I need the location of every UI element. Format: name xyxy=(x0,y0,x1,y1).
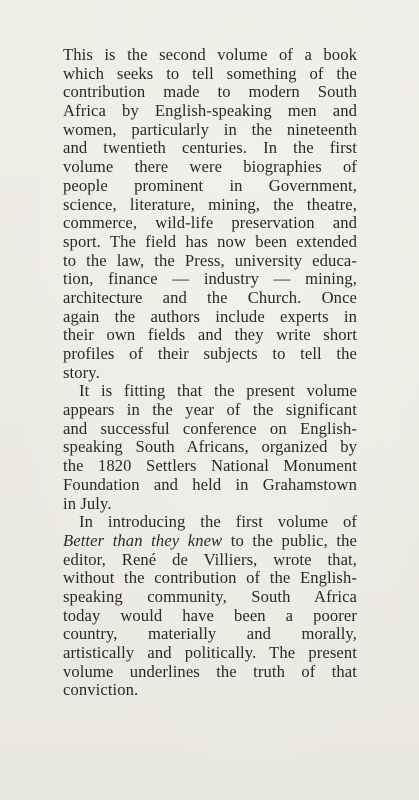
text-line: speaking community, South Africa xyxy=(63,586,357,606)
text-fragment: to the public, the xyxy=(222,530,358,550)
text-line: tion, finance — industry — mining, xyxy=(63,269,357,289)
text-line: without the contribution of the English- xyxy=(63,568,357,588)
text-line: Foundation and held in Grahamstown xyxy=(63,474,357,494)
text-line: It is fitting that the present volume xyxy=(79,381,357,401)
text-line: country, materially and morally, xyxy=(63,624,357,644)
blurb-text xyxy=(63,46,357,700)
text-line: the 1820 Settlers National Monument xyxy=(63,456,357,476)
text-line: today would have been a poorer xyxy=(63,605,357,625)
text-line: contribution made to modern South xyxy=(63,82,357,102)
text-line: to the law, the Press, university educa- xyxy=(63,250,357,270)
text-line: volume underlines the truth of that xyxy=(63,661,357,681)
text-line: sport. The field has now been extended xyxy=(63,231,357,251)
text-line: science, literature, mining, the theatre, xyxy=(63,194,357,214)
text-line: their own fields and they write short xyxy=(63,325,357,345)
text-line: profiles of their subjects to tell the xyxy=(63,344,357,363)
book-title: Better than they knew xyxy=(63,530,223,550)
text-line: speaking South Africans, organized by xyxy=(63,437,357,457)
paragraph-2 xyxy=(63,382,357,513)
text-line: which seeks to tell something of the xyxy=(63,63,357,83)
text-line: volume there were biographies of xyxy=(63,157,357,177)
text-line: and successful conference on English- xyxy=(63,418,357,438)
paragraph-1 xyxy=(63,46,357,382)
paragraph-3 xyxy=(63,513,357,700)
text-line: artistically and politically. The present xyxy=(63,643,357,662)
text-line: in July. xyxy=(63,493,112,513)
text-line: again the authors include experts in xyxy=(63,306,357,326)
text-line: editor, René de Villiers, wrote that, xyxy=(63,549,357,569)
text-line: This is the second volume of a book xyxy=(63,45,357,64)
text-line: people prominent in Government, xyxy=(63,175,357,195)
text-line: commerce, wild-life preservation and xyxy=(63,213,357,233)
text-line: architecture and the Church. Once xyxy=(63,287,357,307)
text-line-with-book-title xyxy=(63,532,357,551)
text-line: In introducing the first volume of xyxy=(79,512,357,532)
text-line: appears in the year of the significant xyxy=(63,400,357,420)
text-line: Africa by English-speaking men and xyxy=(63,101,357,121)
text-line: women, particularly in the nineteenth xyxy=(63,119,357,139)
text-line: story. xyxy=(63,362,100,382)
text-line: and twentieth centuries. In the first xyxy=(63,138,357,158)
text-line: conviction. xyxy=(63,680,139,700)
